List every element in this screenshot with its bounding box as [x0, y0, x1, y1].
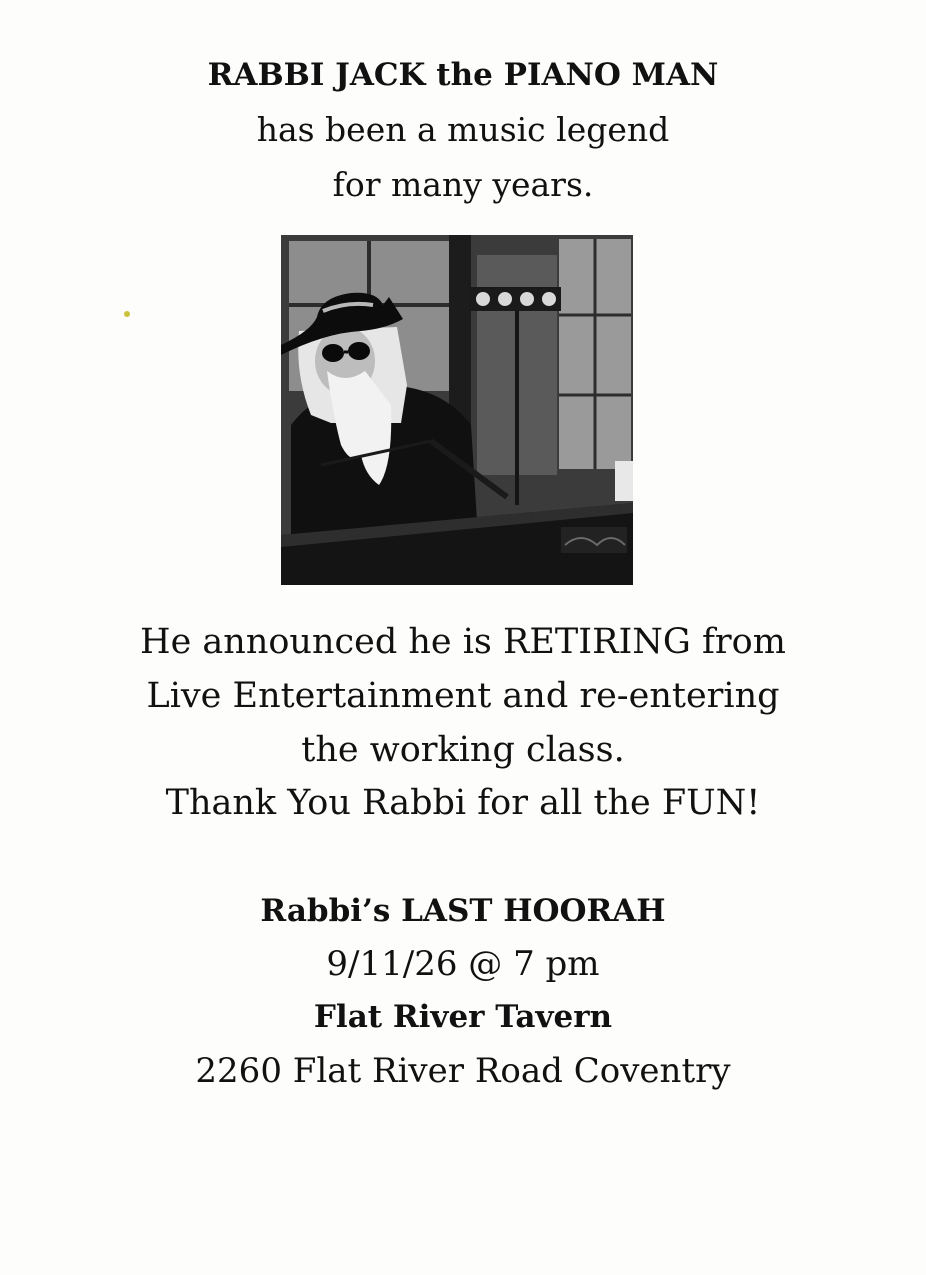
intro-line-2: for many years.	[332, 165, 594, 204]
piano-player-photo	[281, 235, 633, 585]
event-address: 2260 Flat River Road Coventry	[195, 1051, 731, 1091]
paper-speck	[124, 311, 130, 317]
flyer-title: RABBI JACK the PIANO MAN	[207, 57, 719, 93]
announcement-line-3: the working class.	[301, 730, 625, 770]
event-title: Rabbi’s LAST HOORAH	[260, 893, 666, 929]
event-datetime: 9/11/26 @ 7 pm	[326, 944, 600, 984]
event-venue: Flat River Tavern	[313, 999, 613, 1035]
announcement-line-2: Live Entertainment and re-entering	[146, 676, 780, 716]
intro-line-1: has been a music legend	[256, 110, 670, 149]
announcement-line-4: Thank You Rabbi for all the FUN!	[165, 783, 761, 823]
announcement-line-1: He announced he is RETIRING from	[140, 622, 786, 662]
